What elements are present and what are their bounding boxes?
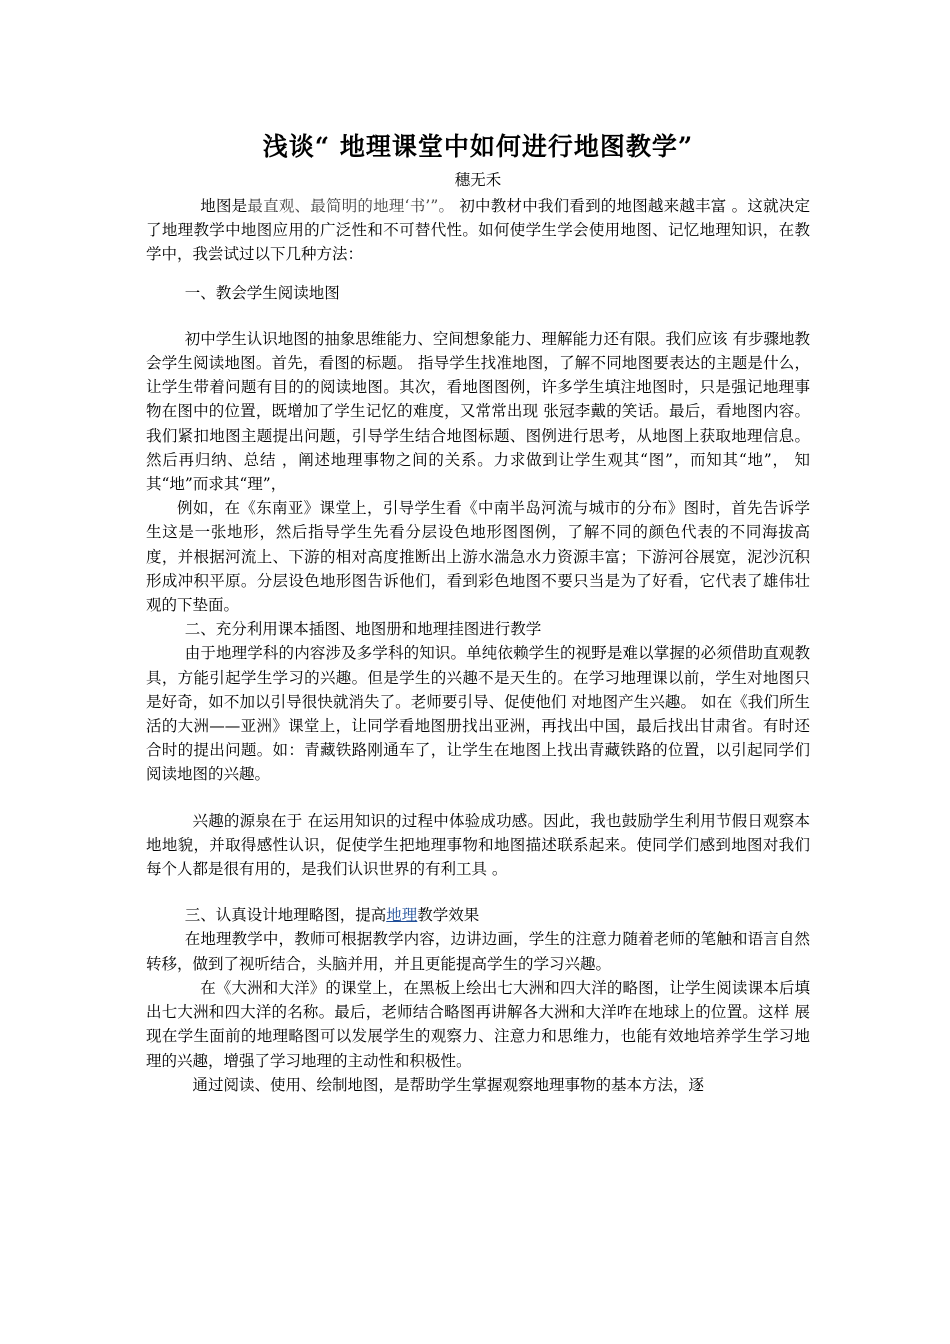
section-2-paragraph-2: 兴趣的源泉在于 在运用知识的过程中体验成功感。因此，我也鼓励学生利用节假日观察本地地貌，并取得感性认识，促使学生把地理事物和地图描述联系起来。使同学们感到地图对我们每个人都是很有用的，是我们认识世界的有利工具 。 bbox=[146, 811, 810, 879]
section-1-paragraph-2: 例如，在《东南亚》课堂上，引导学生看《中南半岛河流与城市的分布》图时，首先告诉学生这是一张地形，然后指导学生先看分层设色地形图图例，了解不同的颜色代表的不同海拔高度，并根据河流上、下游的相对高度推断出上游水湍急水力资源丰富；下游河谷展宽，泥沙沉积形成冲积平原。分层设色地形图告诉他们，看到彩色地图不要只当是为了好看，它代表了雄伟壮观的下垫面。 bbox=[146, 499, 810, 615]
intro-paragraph bbox=[146, 194, 810, 267]
intro-lead: 地图是 bbox=[200, 197, 248, 215]
section-2-heading: 二、充分利用课本插图、地图册和地理挂图进行教学 bbox=[184, 620, 542, 639]
section-2-paragraph-1: 由于地理学科的内容涉及多学科的知识。单纯依赖学生的视野是难以掌握的必须借助直观教具，方能引起学生学习的兴趣。但是学生的兴趣不是天生的。在学习地理课以前，学生对地图只是好奇，如不加以引导很快就消失了。老师要引导、促使他们 对地图产生兴趣。 如在《我们所生活的大洲——亚洲》课堂上，让同学看地图册找出亚洲，再找出中国，最后找出甘肃省。有时还合时的提出问题。如：青藏铁路刚通车了，让学生在地图上找出青藏铁路的位置，以引起同学们阅读地图的兴趣。 bbox=[146, 644, 810, 784]
section-3-paragraph-3: 通过阅读、使用、绘制地图，是帮助学生掌握观察地理事物的基本方法，逐 bbox=[192, 1075, 705, 1094]
section-3-heading-start: 三、认真设计地理略图，提高 bbox=[184, 906, 387, 925]
author-name: 穗无禾 bbox=[454, 171, 502, 189]
document-title: 浅谈“ 地理课堂中如何进行地图教学” bbox=[262, 132, 694, 161]
section-3-paragraph-1: 在地理教学中，教师可根据教学内容，边讲边画，学生的注意力随着老师的笔触和语言自然转移，做到了视听结合，头脑并用，并且更能提高学生的学习兴趣。 bbox=[146, 930, 810, 973]
geography-link[interactable]: 地理 bbox=[386, 906, 418, 925]
section-3-heading-end: 教学效果 bbox=[417, 906, 480, 925]
section-3-heading bbox=[146, 903, 810, 927]
section-1-heading: 一、教会学生阅读地图 bbox=[184, 283, 340, 302]
intro-quote: 最直观、最简明的地理‘书’”。 bbox=[247, 197, 455, 215]
section-1-paragraph-1: 初中学生认识地图的抽象思维能力、空间想象能力、理解能力还有限。我们应该 有步骤地教会学生阅读地图。首先，看图的标题。 指导学生找准地图，了解不同地图要表达的主题是什么，让学生带着问题有目的的阅读地图。其次，看地图图例，许多学生填注地图时，只是强记地理事物在图中的位置，既增加了学生记忆的难度，又常常出现 张冠李戴的笑话。最后，看地图内容。我们紧扣地图主题提出问题，引导学生结合地图标题、图例进行思考，从地图上获取地理信息。然后再归纳、总结 ，阐述地理事物之间的关系。力求做到让学生观其“图”，而知其“地”， 知其“地”而求其“理”， bbox=[146, 329, 810, 494]
document-page bbox=[146, 126, 810, 1097]
section-3-paragraph-2: 在《大洲和大洋》的课堂上，在黑板上绘出七大洲和四大洋的略图，让学生阅读课本后填出七大洲和四大洋的名称。最后，老师结合略图再讲解各大洲和大洋咋在地球上的位置。这样 展现在学生面前的地理略图可以发展学生的观察力、注意力和思维力，也能有效地培养学生学习地理的兴趣，增强了学习地理的主动性和积极性。 bbox=[146, 978, 810, 1070]
intro-rest: 初中教材中我们看到的地图越来越丰富 。这就决定了地理教学中地图应用的广泛性和不可替代性。如何使学生学会使用地图、记忆地理知识，在教学中，我尝试过以下几种方法： bbox=[146, 197, 811, 264]
